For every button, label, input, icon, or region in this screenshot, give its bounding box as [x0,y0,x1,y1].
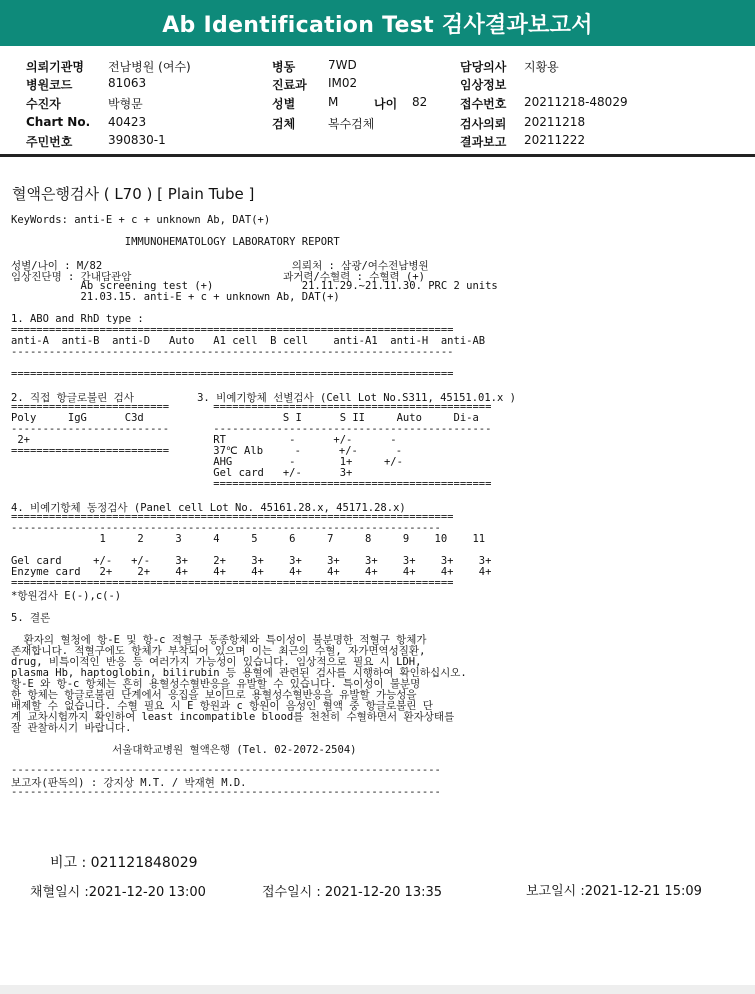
report-line: 계 교차시험까지 확인하여 least incompatible blood를 천천히 수혈하면서 환자상태를 [11,711,455,723]
header-value: 박형문 [108,97,143,111]
report-line: 보고자(판독의) : 강지상 M.T. / 박재현 M.D. [11,777,247,789]
report-line: ====================================================================== [11,324,454,336]
remark: 비고 : 021121848029 [50,855,198,871]
report-line: -------------------------------------------------------------------- [11,786,441,798]
report-line: Enzyme card 2+ 2+ 4+ 4+ 4+ 4+ 4+ 4+ 4+ 4+ 4+ [11,566,492,578]
header-value: 전남병원 (여수) [108,60,191,74]
report-line: 2+ RT - +/- - [11,434,397,446]
report-line: 환자의 혈청에 항-E 및 항-c 적혈구 동종항체와 특이성이 불분명한 적혈구 항체가 [11,634,427,646]
report-title-banner [0,0,755,46]
report-line: *항원검사 E(-),c(-) [11,590,122,602]
report-line: drug, 비특이적인 반응 등 여러가지 가능성이 있습니다. 임상적으로 필요 시 LDH, [11,656,422,668]
report-line: Gel card +/- +/- 3+ 2+ 3+ 3+ 3+ 3+ 3+ 3+ 3+ [11,555,492,567]
report-line: 존재합니다. 적혈구에도 항체가 부착되어 있으며 이는 최근의 수혈, 자가면역성질환, [11,645,426,657]
reported-time: 보고일시 :2021-12-21 15:09 [526,884,702,899]
report-title: Ab Identification Test 검사결과보고서 [162,12,593,38]
report-line: Poly IgG C3d S I S II Auto Di-a [11,412,479,424]
report-line: 임상진단명 : 간내담관암 과거력/수혈력 : 수혈력 (+) [11,271,425,283]
report-line: ====================================================================== [11,577,454,589]
header-label: 성별 [272,97,296,111]
report-line: KeyWords: anti-E + c + unknown Ab, DAT(+) [11,214,271,226]
header-label: 검사의뢰 [460,117,507,131]
report-line: AHG - 1+ +/- [11,456,403,468]
header-label: 접수번호 [460,97,507,111]
report-line: ========================= ============================================ [11,401,492,413]
report-line: 잘 관찰하시기 바랍니다. [11,722,132,734]
report-line: ====================================================================== [11,368,454,380]
report-line: ========================= 37℃ Alb - +/- - [11,445,403,457]
report-line: ============================================ [11,478,492,490]
header-label: 담당의사 [460,60,507,74]
report-line: -------------------------------------------------------------------- [11,522,441,534]
report-line: Gel card +/- 3+ [11,467,353,479]
report-line: 2. 직접 항글로불린 검사 3. 비예기항체 선별검사 (Cell Lot No.S311, 45151.01.x ) [11,392,516,404]
report-line: 배제할 수 없습니다. 수혈 필요 시 E 항원과 c 항원이 음성인 혈액 중 항글로불린 단 [11,700,433,712]
report-line: 항-E 와 항-c 항체는 흔히 용혈성수혈반응을 유발할 수 있습니다. 특이성이 불분명 [11,678,421,690]
header-label: Chart No. [26,115,91,129]
report-line: Ab screening test (+) 21.11.29.~21.11.30. PRC 2 units [11,280,498,292]
age-value: 82 [412,95,428,109]
report-line: 성별/나이 : M/82 의뢰처 : 삼광/여수전남병원 [11,260,429,272]
report-line: 21.03.15. anti-E + c + unknown Ab, DAT(+) [11,291,340,303]
header-divider [0,154,755,157]
header-label: 병원코드 [26,78,73,92]
header-label: 주민번호 [26,135,73,149]
section-title: 혈액은행검사 ( L70 ) [ Plain Tube ] [12,185,255,203]
report-line: 5. 결론 [11,612,51,624]
header-value: 40423 [108,115,147,129]
header-label: 결과보고 [460,135,507,149]
report-line: IMMUNOHEMATOLOGY LABORATORY REPORT [11,236,340,248]
header-label: 검체 [272,117,296,131]
report-line: 4. 비예기항체 동정검사 (Panel cell Lot No. 45161.28.x, 45171.28.x) [11,502,406,514]
header-value: 지황용 [524,60,559,74]
header-value: 20211222 [524,133,586,147]
header-value: M [328,95,339,109]
report-line: 1 2 3 4 5 6 7 8 9 10 11 [11,533,486,545]
report-line: ====================================================================== [11,511,454,523]
header-value: 복수검체 [328,117,375,131]
header-value: 7WD [328,58,357,72]
bottom-bar [0,985,755,994]
header-label: 진료과 [272,78,307,92]
header-value: 390830-1 [108,133,166,147]
report-line: ------------------------- -------------------------------------------- [11,423,492,435]
header-value: IM02 [328,76,358,90]
header-label: 의뢰기관명 [26,60,84,74]
report-line: ---------------------------------------------------------------------- [11,346,454,358]
age-label: 나이 [374,97,398,111]
header-value: 20211218 [524,115,586,129]
header-label: 병동 [272,60,296,74]
header-value: 20211218-48029 [524,95,628,109]
header-label: 임상정보 [460,78,507,92]
report-line: anti-A anti-B anti-D Auto A1 cell B cell anti-A1 anti-H anti-AB [11,335,486,347]
report-line: 한 항체는 항글로불린 단계에서 응집을 보이므로 용혈성수혈반응을 유발할 가능성을 [11,689,417,701]
received-time: 접수일시 : 2021-12-20 13:35 [262,885,443,900]
header-label: 수진자 [26,97,61,111]
report-line: 서울대학교병원 혈액은행 (Tel. 02-2072-2504) [11,744,357,756]
report-line: 1. ABO and RhD type : [11,313,144,325]
report-line: -------------------------------------------------------------------- [11,764,441,776]
collected-time: 채혈일시 :2021-12-20 13:00 [30,885,206,900]
header-value: 81063 [108,76,147,90]
report-line: plasma Hb, haptoglobin, bilirubin 등 용혈에 관련된 검사를 시행하여 확인하십시오. [11,667,467,679]
